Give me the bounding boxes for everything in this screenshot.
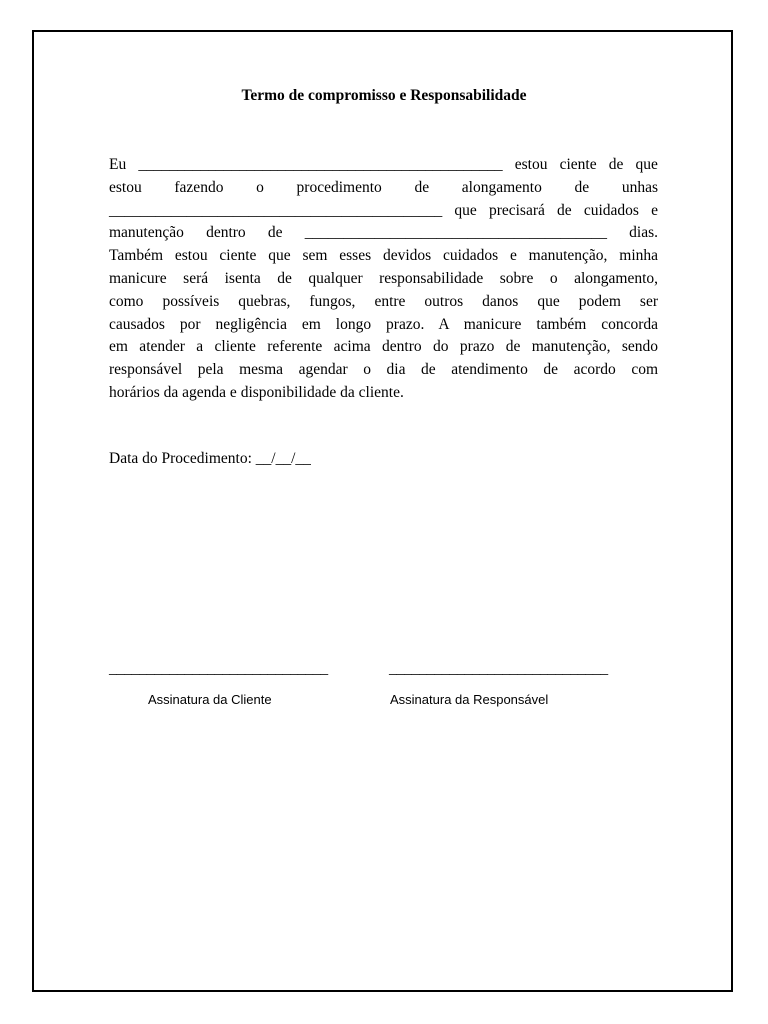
- word: procedimento: [296, 178, 382, 196]
- word: e: [651, 201, 658, 219]
- word: de: [267, 224, 283, 242]
- word: estou: [109, 178, 142, 196]
- word: precisará: [488, 201, 545, 219]
- client-signature-label: Assinatura da Cliente: [148, 692, 272, 707]
- document-body: [109, 154, 658, 405]
- client-signature-line: _____________________________: [109, 660, 328, 677]
- body-line: causados por negligência em longo prazo. A manicure também concorda: [109, 315, 658, 333]
- word: alongamento: [461, 178, 542, 196]
- word: Eu: [109, 156, 127, 173]
- word: manutenção: [109, 224, 184, 242]
- body-line: manicure será isenta de qualquer responsabilidade sobre o alongamento,: [109, 269, 658, 287]
- body-line: como possíveis quebras, fungos, entre outros danos que podem ser: [109, 292, 658, 310]
- name-blank: _______________________________________________: [138, 156, 503, 173]
- word: ciente: [559, 156, 597, 173]
- word: de: [574, 178, 590, 196]
- body-line: [109, 154, 658, 177]
- responsible-signature-line: _____________________________: [389, 660, 608, 677]
- document-title: Termo de compromisso e Responsabilidade: [241, 87, 527, 104]
- word: estou: [514, 156, 548, 173]
- body-line: [109, 177, 658, 200]
- body-line: Também estou ciente que sem esses devidos cuidados e manutenção, minha: [109, 247, 658, 265]
- body-line: [109, 222, 658, 245]
- word: que: [635, 156, 658, 173]
- responsible-signature-label: Assinatura da Responsável: [390, 692, 549, 707]
- word: unhas: [621, 178, 658, 196]
- body-line: responsável pela mesma agendar o dia de atendimento de acordo com: [109, 361, 658, 379]
- body-line: [109, 200, 658, 223]
- word: de: [608, 156, 624, 173]
- word: de: [414, 178, 430, 196]
- word: de: [557, 201, 572, 219]
- days-blank: _______________________________________: [304, 224, 607, 242]
- procedure-blank: ___________________________________________: [109, 201, 443, 219]
- word: cuidados: [583, 201, 639, 219]
- word: dentro: [206, 224, 246, 242]
- word: fazendo: [174, 178, 224, 196]
- body-line: horários da agenda e disponibilidade da cliente.: [109, 383, 404, 401]
- procedure-date-field: Data do Procedimento: __/__/__: [109, 450, 311, 467]
- body-line: em atender a cliente referente acima dentro do prazo de manutenção, sendo: [109, 338, 658, 356]
- word: dias.: [629, 224, 658, 242]
- word: que: [454, 201, 477, 219]
- word: o: [256, 178, 264, 196]
